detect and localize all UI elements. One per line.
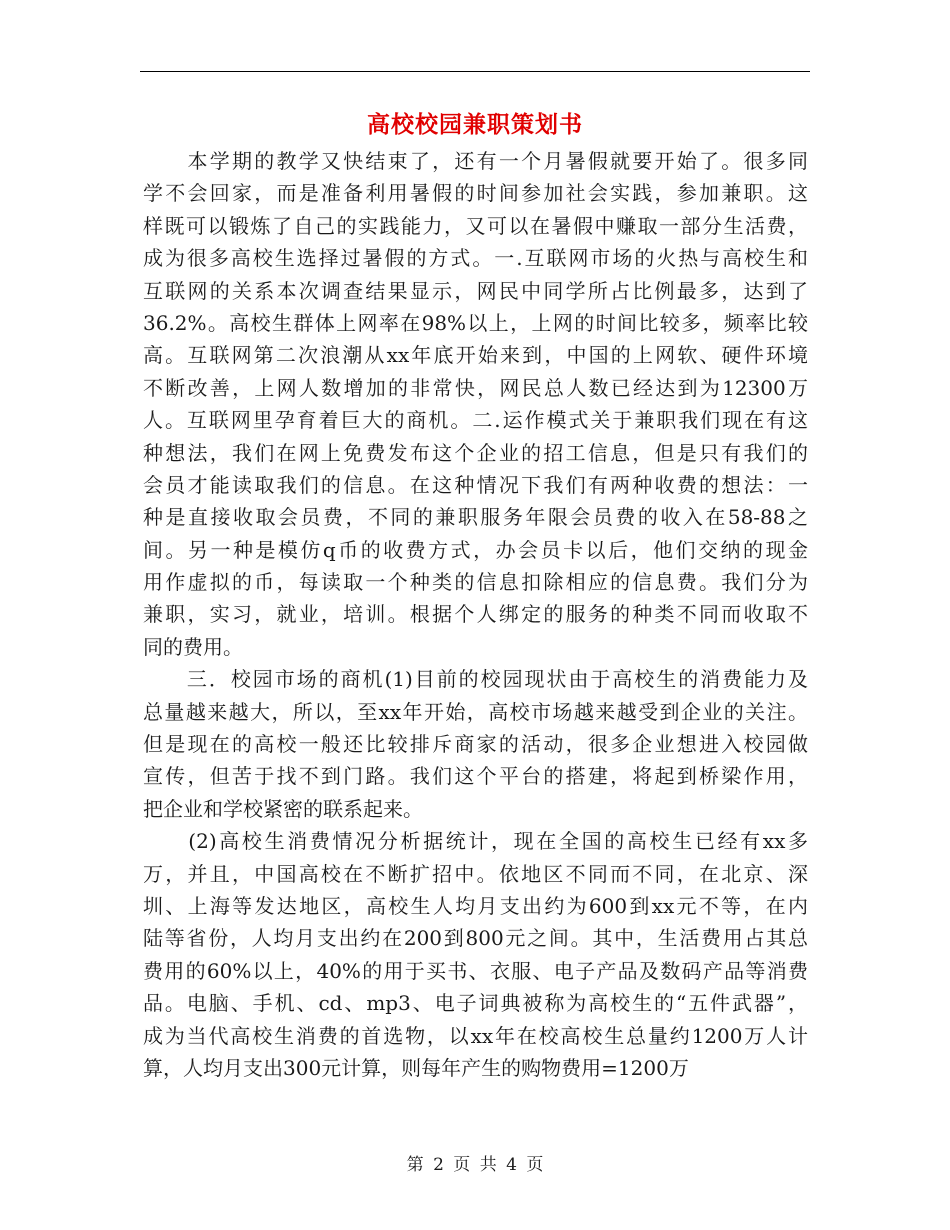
body-line: 高。互联网第二次浪潮从xx年底开始来到，中国的上网软、硬件环境 bbox=[143, 343, 808, 368]
page-number: 第 2 页 共 4 页 bbox=[406, 1155, 544, 1175]
document-body bbox=[143, 145, 808, 1084]
body-line: 互联网的关系本次调查结果显示，网民中同学所占比例最多，达到了 bbox=[143, 278, 808, 303]
body-line: 万，并且，中国高校在不断扩招中。依地区不同而不同，在北京、深 bbox=[143, 861, 808, 886]
body-line: 总量越来越大，所以，至xx年开始，高校市场越来越受到企业的关注。 bbox=[143, 699, 808, 724]
body-line: 间。另一种是模仿q币的收费方式，办会员卡以后，他们交纳的现金 bbox=[143, 537, 808, 562]
body-line: 样既可以锻炼了自己的实践能力，又可以在暑假中赚取一部分生活费， bbox=[143, 213, 808, 238]
body-line: 人。互联网里孕育着巨大的商机。二.运作模式关于兼职我们现在有这 bbox=[143, 408, 808, 433]
body-line: 本学期的教学又快结束了，还有一个月暑假就要开始了。很多同 bbox=[143, 149, 808, 173]
body-line: 同的费用。 bbox=[143, 634, 243, 659]
body-line: 但是现在的高校一般还比较排斥商家的活动，很多企业想进入校园做 bbox=[143, 732, 808, 757]
body-line: 会员才能读取我们的信息。在这种情况下我们有两种收费的想法：一 bbox=[143, 472, 808, 497]
body-line: 成为很多高校生选择过暑假的方式。一.互联网市场的火热与高校生和 bbox=[143, 246, 808, 271]
body-line: 圳、上海等发达地区，高校生人均月支出约为600到xx元不等，在内 bbox=[143, 893, 808, 918]
body-line: 把企业和学校紧密的联系起来。 bbox=[143, 796, 423, 821]
body-line: 种是直接收取会员费，不同的兼职服务年限会员费的收入在58-88之 bbox=[143, 505, 808, 530]
body-line: 费用的60%以上，40%的用于买书、衣服、电子产品及数码产品等消费 bbox=[143, 958, 808, 983]
body-line: 种想法，我们在网上免费发布这个企业的招工信息，但是只有我们的 bbox=[143, 440, 808, 465]
body-line: 不断改善，上网人数增加的非常快，网民总人数已经达到为12300万 bbox=[143, 375, 808, 400]
body-line: 用作虚拟的币，每读取一个种类的信息扣除相应的信息费。我们分为 bbox=[143, 570, 808, 595]
body-line: 成为当代高校生消费的首选物，以xx年在校高校生总量约1200万人计 bbox=[143, 1023, 808, 1048]
body-line: 学不会回家，而是准备利用暑假的时间参加社会实践，参加兼职。这 bbox=[143, 181, 808, 206]
header-rule bbox=[140, 71, 810, 72]
body-line: 三．校园市场的商机(1)目前的校园现状由于高校生的消费能力及 bbox=[143, 667, 808, 692]
body-line: 宣传，但苦于找不到门路。我们这个平台的搭建，将起到桥梁作用， bbox=[143, 764, 808, 789]
body-line: 兼职，实习，就业，培训。根据个人绑定的服务的种类不同而收取不 bbox=[143, 602, 808, 627]
body-line: 算，人均月支出300元计算，则每年产生的购物费用=1200万 bbox=[143, 1055, 689, 1080]
document-title: 高校校园兼职策划书 bbox=[367, 111, 583, 138]
body-line: 36.2%。高校生群体上网率在98%以上，上网的时间比较多，频率比较 bbox=[143, 310, 808, 335]
body-line: 陆等省份，人均月支出约在200到800元之间。其中，生活费用占其总 bbox=[143, 926, 808, 951]
body-line: 品。电脑、手机、cd、mp3、电子词典被称为高校生的“五件武器”， bbox=[143, 991, 808, 1016]
body-line: (2)高校生消费情况分析据统计，现在全国的高校生已经有xx多 bbox=[143, 829, 808, 854]
